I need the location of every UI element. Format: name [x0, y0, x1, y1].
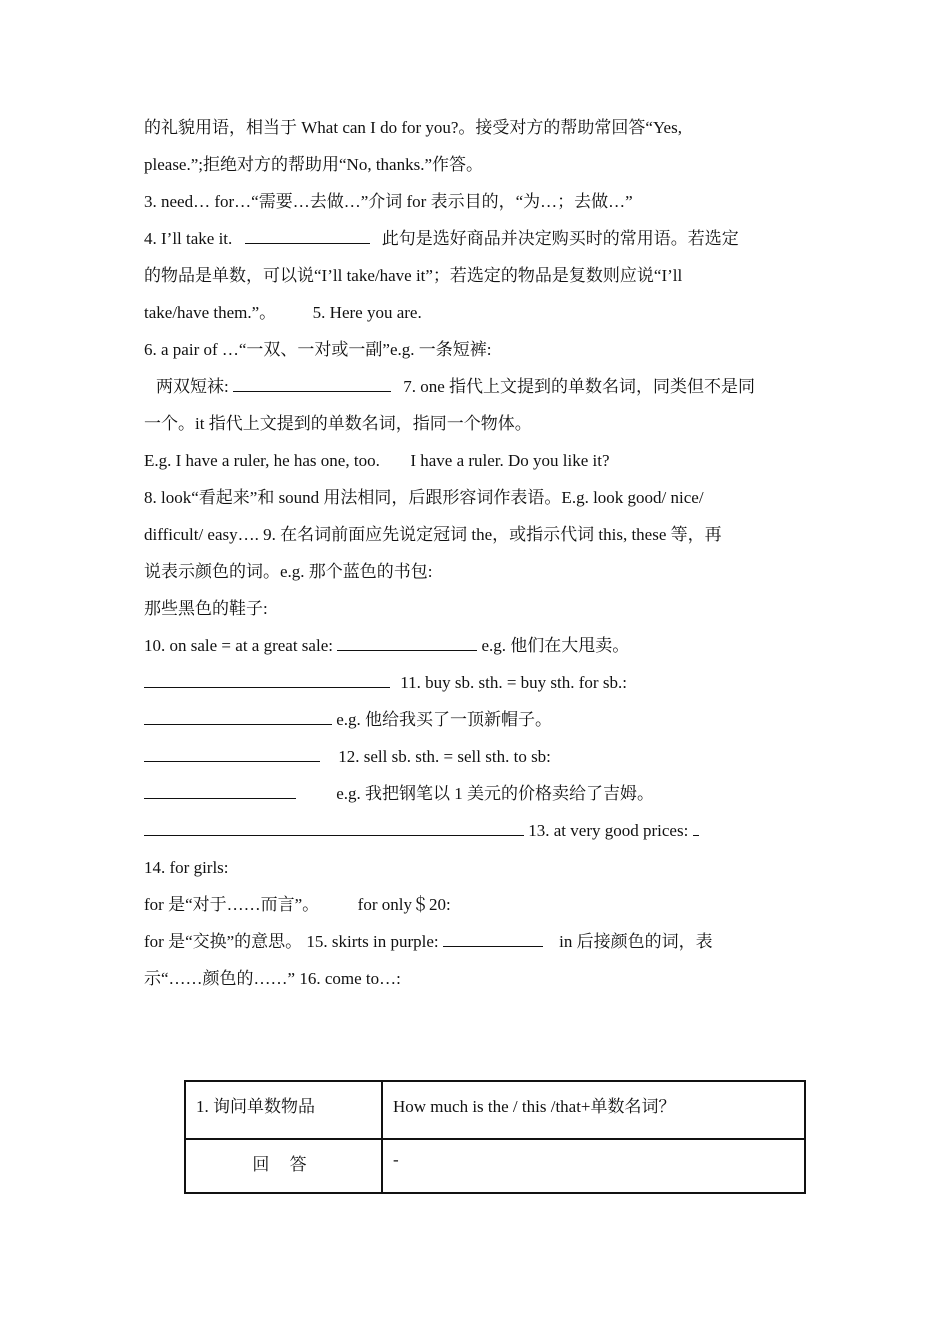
fill-blank[interactable] [443, 930, 543, 947]
text-segment: 12. sell sb. sth. = sell sth. to sb: [338, 747, 551, 766]
table-row [185, 1139, 805, 1193]
fill-blank[interactable] [233, 375, 391, 392]
text-line [144, 819, 699, 843]
text-line [144, 745, 551, 769]
text-line: 示“……颜色的……” 16. come to…: [144, 969, 401, 988]
text-line: 3. need… for…“需要…去做…”介词 for 表示目的，“为…；去做…” [144, 192, 633, 211]
text-segment: 7. one 指代上文提到的单数名词，同类但不是同 [403, 377, 756, 396]
answer-cell[interactable]: - [382, 1139, 805, 1193]
fill-blank[interactable] [144, 745, 320, 762]
text-segment: e.g. 我把钢笔以 1 美元的价格卖给了吉姆。 [336, 784, 655, 803]
text-line [144, 449, 610, 473]
text-line [144, 671, 627, 695]
text-line [144, 708, 552, 732]
table-cell: How much is the / this /that+单数名词？ [382, 1081, 805, 1139]
text-segment: for 是“对于……而言”。 [144, 895, 320, 914]
text-segment: 10. on sale = at a great sale: [144, 636, 333, 655]
text-line: 的物品是单数，可以说“I’ll take/have it”；若选定的物品是复数则应说“I’ll [144, 266, 683, 285]
text-segment: 两双短袜: [156, 377, 229, 396]
fill-blank[interactable] [144, 708, 332, 725]
text-segment: 5. Here you are. [312, 303, 422, 322]
text-line: 一个。it 指代上文提到的单数名词，指同一个物体。 [144, 414, 532, 433]
table-cell [185, 1139, 382, 1193]
table-cell: 1. 询问单数物品 [185, 1081, 382, 1139]
text-segment: in 后接颜色的词，表 [559, 932, 713, 951]
text-segment: E.g. I have a ruler, he has one, too. [144, 451, 380, 470]
text-segment: for only＄20: [357, 895, 451, 914]
fill-blank[interactable] [337, 634, 477, 651]
text-line [144, 227, 739, 251]
text-line: please.”;拒绝对方的帮助用“No, thanks.”作答。 [144, 155, 483, 174]
text-line: 说表示颜色的词。e.g. 那个蓝色的书包: [144, 562, 433, 581]
text-line [144, 930, 713, 954]
text-line: 那些黑色的鞋子: [144, 599, 268, 618]
text-line [144, 782, 654, 806]
fill-blank[interactable] [245, 227, 370, 244]
text-segment: 13. at very good prices: [528, 821, 689, 840]
text-line: 14. for girls: [144, 858, 229, 877]
table-row [185, 1081, 805, 1139]
text-line [144, 634, 629, 658]
text-segment: take/have them.”。 [144, 303, 277, 322]
text-line [156, 375, 755, 399]
text-segment: e.g. 他给我买了一顶新帽子。 [336, 710, 553, 729]
text-line [144, 893, 451, 917]
answer-label: 回 答 [252, 1155, 315, 1174]
text-segment: 11. buy sb. sth. = buy sth. for sb.: [400, 673, 627, 692]
item-4-note: 此句是选好商品并决定购买时的常用语。若选定 [381, 229, 739, 248]
text-line: 8. look“看起来”和 sound 用法相同，后跟形容词作表语。E.g. look good/ nice/ [144, 488, 704, 507]
fill-blank[interactable] [144, 671, 390, 688]
item-4-label: 4. I’ll take it. [144, 229, 233, 248]
text-line: 6. a pair of …“一双、一对或一副”e.g. 一条短裤: [144, 340, 492, 359]
summary-table [184, 1080, 806, 1194]
text-segment: e.g. 他们在大甩卖。 [481, 636, 630, 655]
text-segment: for 是“交换”的意思。 15. skirts in purple: [144, 932, 439, 951]
fill-blank[interactable] [144, 819, 524, 836]
text-line [144, 301, 422, 325]
text-line: 的礼貌用语，相当于 What can I do for you?。接受对方的帮助常回答“Yes, [144, 118, 682, 137]
fill-blank[interactable] [693, 819, 699, 836]
text-line: difficult/ easy…. 9. 在名词前面应先说定冠词 the，或指示代词 this, these 等，再 [144, 525, 722, 544]
fill-blank[interactable] [144, 782, 296, 799]
text-segment: I have a ruler. Do you like it? [410, 451, 610, 470]
